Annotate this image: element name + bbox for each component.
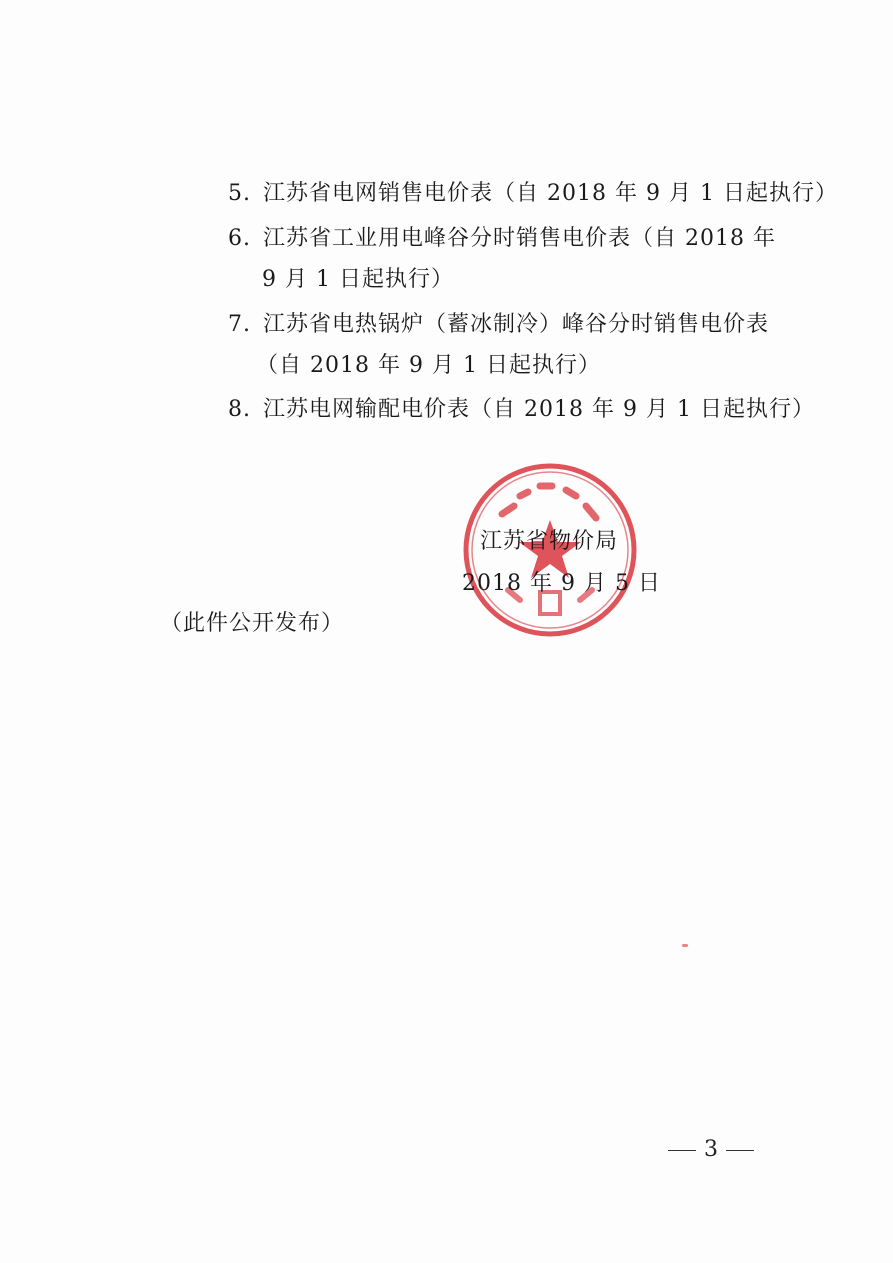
list-item-number: 7. xyxy=(228,312,251,337)
signature-date: 2018 年 9 月 5 日 xyxy=(462,571,661,596)
signature-organization: 江苏省物价局 xyxy=(480,529,619,554)
ink-speck xyxy=(682,944,688,947)
list-item-7 xyxy=(228,311,769,339)
page-number-dash-right xyxy=(726,1150,754,1151)
list-item-number: 5. xyxy=(228,181,251,206)
page-number-dash-left xyxy=(668,1150,696,1151)
list-item-text: 江苏省电网销售电价表（自 2018 年 9 月 1 日起执行） xyxy=(263,181,838,206)
list-item-6 xyxy=(228,225,776,253)
publication-note: （此件公开发布） xyxy=(160,611,345,636)
page-number xyxy=(660,1136,762,1164)
list-item-text: 江苏省工业用电峰谷分时销售电价表（自 2018 年 xyxy=(263,226,776,251)
list-item-7-continuation: （自 2018 年 9 月 1 日起执行） xyxy=(256,353,601,378)
list-item-5 xyxy=(228,180,838,208)
list-item-number: 8. xyxy=(228,397,251,422)
list-item-number: 6. xyxy=(228,226,251,251)
list-item-6-continuation: 9 月 1 日起执行） xyxy=(262,267,454,292)
list-item-8 xyxy=(228,396,815,424)
list-item-text: 江苏电网输配电价表（自 2018 年 9 月 1 日起执行） xyxy=(263,397,815,422)
list-item-text: 江苏省电热锅炉（蓄冰制冷）峰谷分时销售电价表 xyxy=(263,312,770,337)
page-number-value: 3 xyxy=(704,1137,718,1162)
